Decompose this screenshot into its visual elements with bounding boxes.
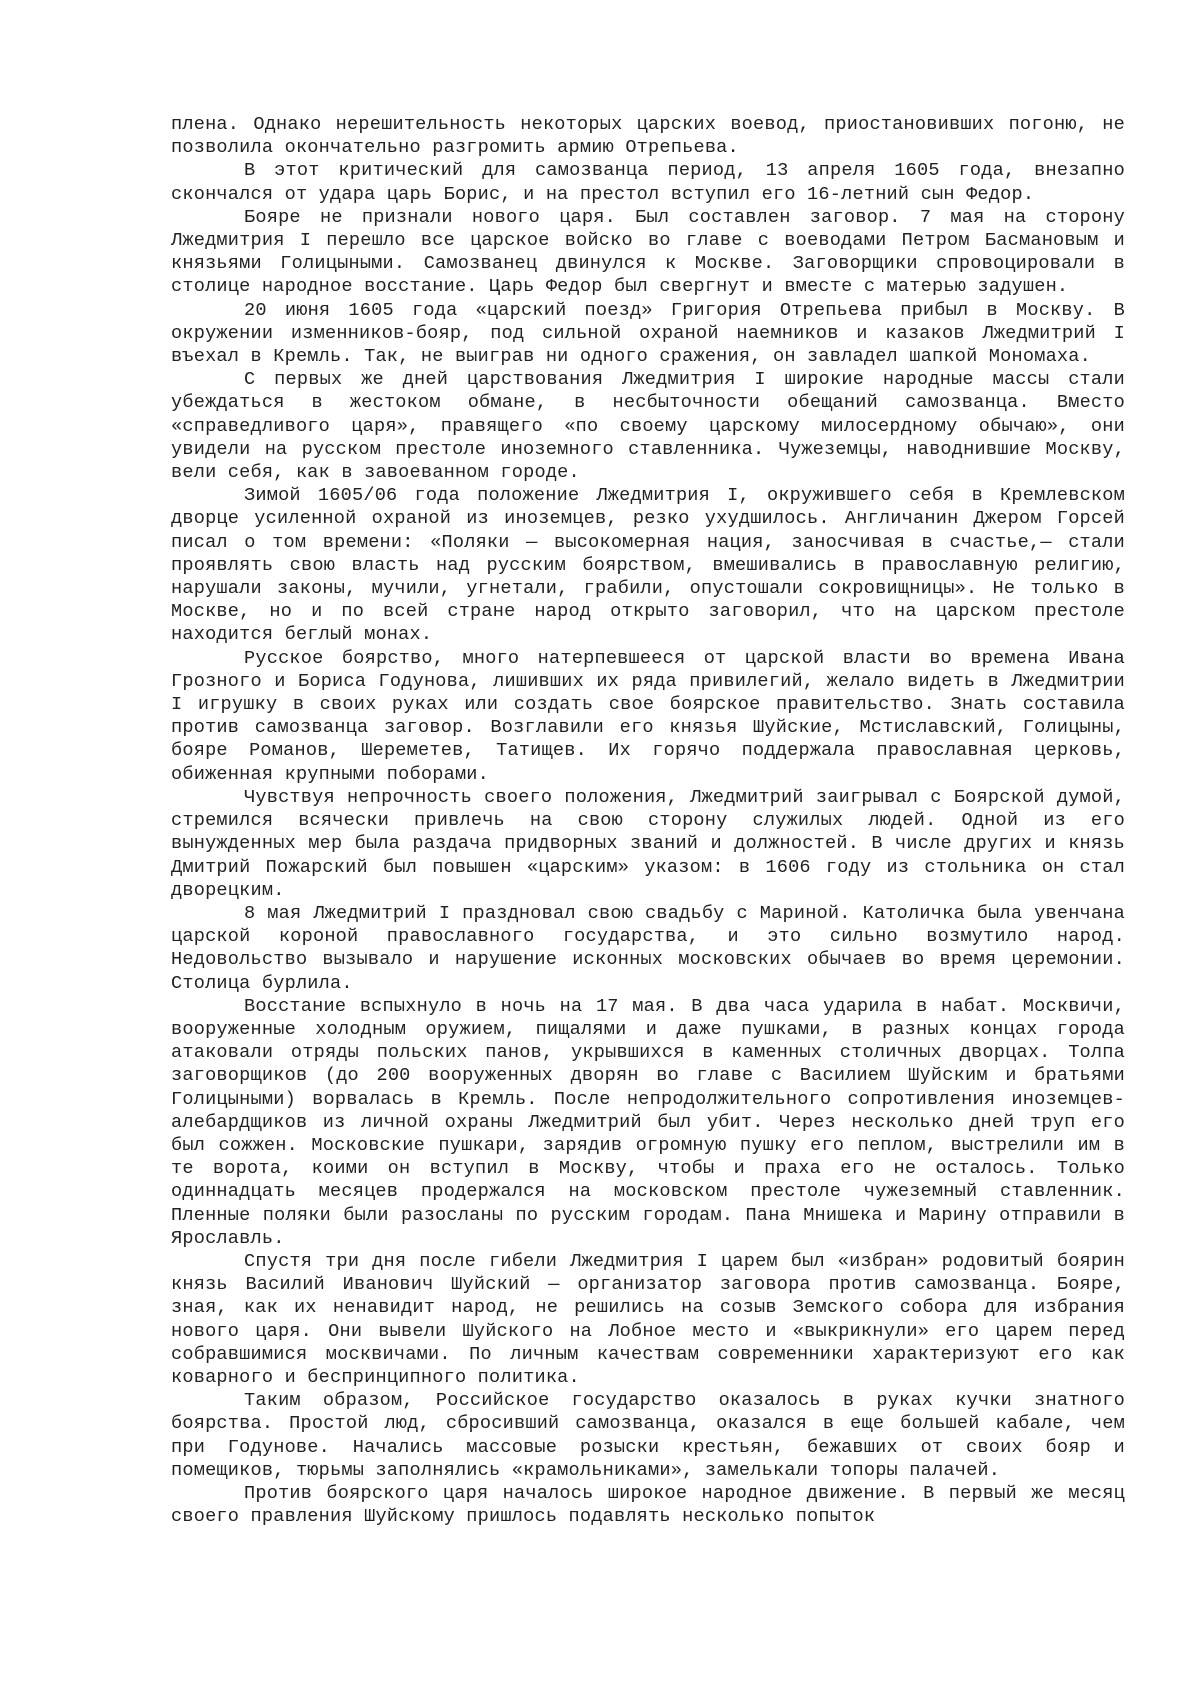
paragraph-5: С первых же дней царствования Лжедмитрия I широкие народные массы стали убеждаться в жестоком обмане, в несбыточности обещаний самозванца. Вместо «справедливого царя», правящего «по своему царскому милосердному обычаю», они увидели на русском престоле иноземного ставленника. Чужеземцы, наводнившие Москву, вели себя, как в завоеванном городе.	[171, 369, 1125, 484]
document-page	[171, 113, 1125, 1528]
paragraph-13: Против боярского царя началось широкое народное движение. В первый же месяц своего правления Шуйскому пришлось подавлять несколько попыток	[171, 1482, 1125, 1528]
paragraph-8: Чувствуя непрочность своего положения, Лжедмитрий заигрывал с Боярской думой, стремился всячески привлечь на свою сторону служилых людей. Одной из его вынужденных мер была раздача придворных званий и должностей. В числе других и князь Дмитрий Пожарский был повышен «царским» указом: в 1606 году из стольника он стал дворецким.	[171, 786, 1125, 901]
paragraph-4: 20 июня 1605 года «царский поезд» Григория Отрепьева прибыл в Москву. В окружении изменников-бояр, под сильной охраной наемников и казаков Лжедмитрий I въехал в Кремль. Так, не выиграв ни одного сражения, он завладел шапкой Мономаха.	[171, 299, 1125, 368]
paragraph-7: Русское боярство, много натерпевшееся от царской власти во времена Ивана Грозного и Бориса Годунова, лишивших их ряда привилегий, желало видеть в Лжедмитрии I игрушку в своих руках или создать свое боярское правительство. Знать составила против самозванца заговор. Возглавили его князья Шуйские, Мстиславский, Голицыны, бояре Романов, Шереметев, Татищев. Их горячо поддержала православная церковь, обиженная крупными поборами.	[171, 647, 1125, 785]
paragraph-10: Восстание вспыхнуло в ночь на 17 мая. В два часа ударила в набат. Москвичи, вооруженные холодным оружием, пищалями и даже пушками, в разных концах города атаковали отряды польских панов, укрывшихся в каменных столичных дворцах. Толпа заговорщиков (до 200 вооруженных дворян во главе с Василием Шуйским и братьями Голицыными) ворвалась в Кремль. После непродолжительного сопротивления иноземцев-алебардщиков из личной охраны Лжедмитрий был убит. Через несколько дней труп его был сожжен. Московские пушкари, зарядив огромную пушку его пеплом, выстрелили им в те ворота, коими он вступил в Москву, чтобы и праха его не осталось. Только одиннадцать месяцев продержался на московском престоле чужеземный ставленник. Пленные поляки были разосланы по русским городам. Пана Мнишека и Марину отправили в Ярославль.	[171, 995, 1125, 1249]
paragraph-6: Зимой 1605/06 года положение Лжедмитрия I, окружившего себя в Кремлевском дворце усиленной охраной из иноземцев, резко ухудшилось. Англичанин Джером Горсей писал о том времени: «Поляки — высокомерная нация, заносчивая в счастье,— стали проявлять свою власть над русским боярством, вмешивались в православную религию, нарушали законы, мучили, угнетали, грабили, опустошали сокровищницы». Не только в Москве, но и по всей стране народ открыто заговорил, что на царском престоле находится беглый монах.	[171, 485, 1125, 646]
paragraph-9: 8 мая Лжедмитрий I праздновал свою свадьбу с Мариной. Католичка была увенчана царской короной православного государства, и это сильно возмутило народ. Недовольство вызывало и нарушение исконных московских обычаев во время церемонии. Столица бурлила.	[171, 902, 1125, 994]
paragraph-1: плена. Однако нерешительность некоторых царских воевод, приостановивших погоню, не позволила окончательно разгромить армию Отрепьева.	[171, 114, 1125, 159]
paragraph-3: Бояре не признали нового царя. Был составлен заговор. 7 мая на сторону Лжедмитрия I перешло все царское войско во главе с воеводами Петром Басмановым и князьями Голицыными. Самозванец двинулся к Москве. Заговорщики спровоцировали в столице народное восстание. Царь Федор был свергнут и вместе с матерью задушен.	[171, 206, 1125, 298]
paragraph-11: Спустя три дня после гибели Лжедмитрия I царем был «избран» родовитый боярин князь Василий Иванович Шуйский — организатор заговора против самозванца. Бояре, зная, как их ненавидит народ, не решились на созыв Земского собора для избрания нового царя. Они вывели Шуйского на Лобное место и «выкрикнули» его царем перед собравшимися москвичами. По личным качествам современники характеризуют его как коварного и беспринципного политика.	[171, 1250, 1125, 1388]
paragraph-12: Таким образом, Российское государство оказалось в руках кучки знатного боярства. Простой люд, сбросивший самозванца, оказался в еще большей кабале, чем при Годунове. Начались массовые розыски крестьян, бежавших от своих бояр и помещиков, тюрьмы заполнялись «крамольниками», замелькали топоры палачей.	[171, 1390, 1125, 1481]
paragraph-2: В этот критический для самозванца период, 13 апреля 1605 года, внезапно скончался от удара царь Борис, и на престол вступил его 16-летний сын Федор.	[171, 160, 1125, 205]
